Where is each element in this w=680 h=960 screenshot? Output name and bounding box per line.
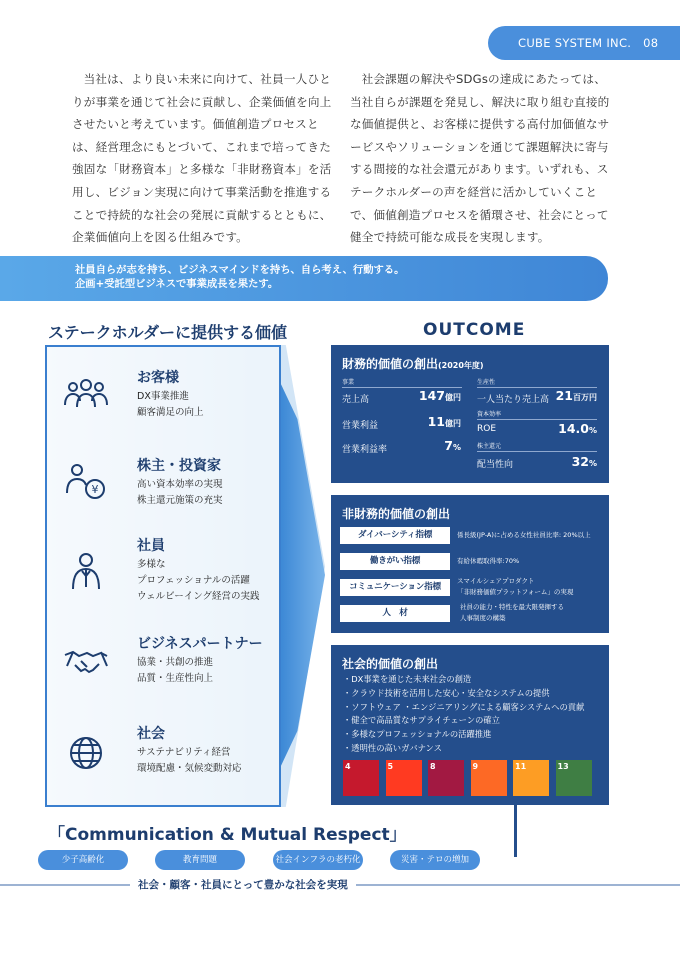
unit: % <box>452 443 461 452</box>
social-item: ・クラウド技術を活用した安心・安全なシステムの提供 <box>343 687 550 698</box>
globe-icon <box>63 733 109 773</box>
connector-line <box>514 800 517 857</box>
issue-pill: 教育問題 <box>155 850 245 870</box>
payout-label: 配当性向 <box>477 460 514 470</box>
opr-label: 営業利益率 <box>342 445 388 455</box>
unit: 億円 <box>445 419 461 428</box>
social-item: ・透明性の高いガバナンス <box>343 742 442 753</box>
company-name: CUBE SYSTEM INC. <box>518 36 632 50</box>
caption-business: 事業 <box>342 377 462 388</box>
payout-value <box>531 454 597 469</box>
svg-text:¥: ¥ <box>91 483 99 496</box>
stakeholder-title: ビジネスパートナー <box>137 636 263 652</box>
sdg-goal-4-icon: 4 <box>343 760 379 796</box>
social-item: ・多様なプロフェッショナルの活躍推進 <box>343 729 492 740</box>
year-text: (2020年度) <box>438 361 484 370</box>
indicator-tag: コミュニケーション指標 <box>340 579 450 596</box>
stakeholder-desc <box>137 389 204 421</box>
op-label: 営業利益 <box>342 421 379 431</box>
sdg-goal-13-icon: 13 <box>556 760 592 796</box>
line: 「非財務価値プラットフォーム」の実現 <box>457 588 574 596</box>
social-item: ・ソフトウェア ・エンジニアリングによる顧客システムへの貢献 <box>343 701 585 712</box>
stakeholder-title: 社員 <box>137 538 165 554</box>
unit: 億円 <box>445 393 461 402</box>
stakeholder-title: 社会 <box>137 726 165 742</box>
sales-value <box>391 388 461 403</box>
banner-line: 企画+受託型ビジネスで事業成長を果たす。 <box>75 278 279 290</box>
roe-label: ROE <box>477 424 497 434</box>
caption-return: 株主還元 <box>477 441 597 452</box>
desc-line: プロフェッショナルの活躍 <box>137 575 250 586</box>
desc-line: ウェルビーイング経営の実践 <box>137 591 260 602</box>
desc-line: 顧客満足の向上 <box>137 407 204 418</box>
num: 147 <box>418 388 445 403</box>
footer-statement: 社会・顧客・社員にとって豊かな社会を実現 <box>130 877 356 892</box>
num: 14.0 <box>558 421 589 436</box>
num: 7 <box>444 438 453 453</box>
outcome-heading: OUTCOME <box>423 320 526 340</box>
desc-line: サステナビリティ経営 <box>137 747 231 758</box>
per-label: 一人当たり売上高 <box>477 395 550 405</box>
indicator-tag: 人 材 <box>340 605 450 622</box>
unit: % <box>588 426 597 435</box>
nonfinancial-box <box>331 495 609 633</box>
indicator-text <box>457 576 573 598</box>
investor-yen-icon <box>63 461 109 501</box>
sdg-goal-11-icon: 11 <box>513 760 549 796</box>
financial-box <box>331 345 609 483</box>
opr-value <box>391 438 461 453</box>
line: スマイルシェアプロダクト <box>457 577 535 585</box>
stakeholder-desc <box>137 745 242 777</box>
issue-pill: 少子高齢化 <box>38 850 128 870</box>
issue-pill: 災害・テロの増加 <box>390 850 480 870</box>
desc-line: 品質・生産性向上 <box>137 673 214 684</box>
issue-pill: 社会インフラの老朽化 <box>273 850 363 870</box>
line: 社員の能力・特性を最大限発揮する <box>460 603 564 611</box>
stakeholder-desc <box>137 557 260 605</box>
sdg-goal-9-icon: 9 <box>471 760 507 796</box>
motto: 「Communication & Mutual Respect」 <box>48 825 407 845</box>
line: 人事制度の構築 <box>460 614 506 622</box>
page-number: 08 <box>643 36 659 50</box>
intro-left: 当社は、より良い未来に向けて、社員一人ひとりが事業を通じて社会に貢献し、企業価値を向上させたいと考えています。価値創造プロセスとは、経営理念にもとづいて、これまで培ってきた強固な「財務資本」と多様な「非財務資本」を活用し、ビジョン実現に向けて事業活動を推進することで持続的な社会の発展に貢献するとともに、企業価値向上を図る仕組みです。 <box>72 72 332 245</box>
num: 11 <box>427 414 445 429</box>
stakeholder-desc <box>137 477 223 509</box>
social-title: 社会的価値の創出 <box>342 657 439 671</box>
op-value <box>391 414 461 429</box>
caption-capital: 資本効率 <box>477 409 597 420</box>
indicator-text: 係長級(JP-A)に占める女性社員比率: 20%以上 <box>457 531 591 539</box>
indicator-text <box>460 602 564 624</box>
caption-productivity: 生産性 <box>477 377 597 388</box>
desc-line: 環境配慮・気候変動対応 <box>137 763 242 774</box>
indicator-tag: 働きがい指標 <box>340 553 450 570</box>
indicator-text: 有給休暇取得率:70% <box>457 557 520 565</box>
vision-banner <box>0 256 608 301</box>
banner-line: 社員自らが志を持ち、ビジネスマインドを持ち、自ら考え、行動する。 <box>75 264 405 276</box>
intro-right: 社会課題の解決やSDGsの達成にあたっては、当社自らが課題を発見し、解決に取り組む直接的な価値提供と、お客様に提供する高付加価値なサービスやソリューションを通じて課題解決に寄与する間接的な社会還元があります。いずれも、ステークホルダーの声を経営に活かしていくことで、価値創造プロセスを循環させ、社会にとって健全で持続可能な成長を実現します。 <box>350 72 610 245</box>
unit: 百万円 <box>573 393 597 402</box>
sdg-goal-8-icon: 8 <box>428 760 464 796</box>
stakeholder-title: 株主・投資家 <box>137 458 221 474</box>
desc-line: 協業・共創の推進 <box>137 657 214 668</box>
handshake-icon <box>63 641 109 681</box>
financial-title <box>342 355 609 372</box>
num: 32 <box>571 454 589 469</box>
desc-line: 高い資本効率の実現 <box>137 479 223 490</box>
stakeholder-desc <box>137 655 213 687</box>
roe-value <box>531 421 597 436</box>
num: 21 <box>555 388 573 403</box>
stakeholder-heading: ステークホルダーに提供する価値 <box>48 323 288 342</box>
social-list <box>343 673 584 756</box>
stakeholder-box <box>45 345 281 807</box>
desc-line: DX事業推進 <box>137 391 189 402</box>
sales-label: 売上高 <box>342 395 370 405</box>
title-text: 財務的価値の創出 <box>342 357 439 371</box>
unit: % <box>588 459 597 468</box>
sdg-goal-5-icon: 5 <box>386 760 422 796</box>
nonfinancial-title: 非財務的価値の創出 <box>342 507 451 521</box>
social-box <box>331 645 609 805</box>
social-item: ・DX事業を通じた未来社会の創造 <box>343 674 472 684</box>
social-item: ・健全で高品質なサプライチェーンの確立 <box>343 715 500 726</box>
desc-line: 株主還元施策の充実 <box>137 495 223 506</box>
people-icon <box>63 375 109 415</box>
desc-line: 多様な <box>137 559 166 570</box>
stakeholder-title: お客様 <box>137 370 179 386</box>
employee-icon <box>63 551 109 591</box>
indicator-tag: ダイバーシティ指標 <box>340 527 450 544</box>
per-value <box>531 388 597 403</box>
page-header <box>488 26 680 60</box>
